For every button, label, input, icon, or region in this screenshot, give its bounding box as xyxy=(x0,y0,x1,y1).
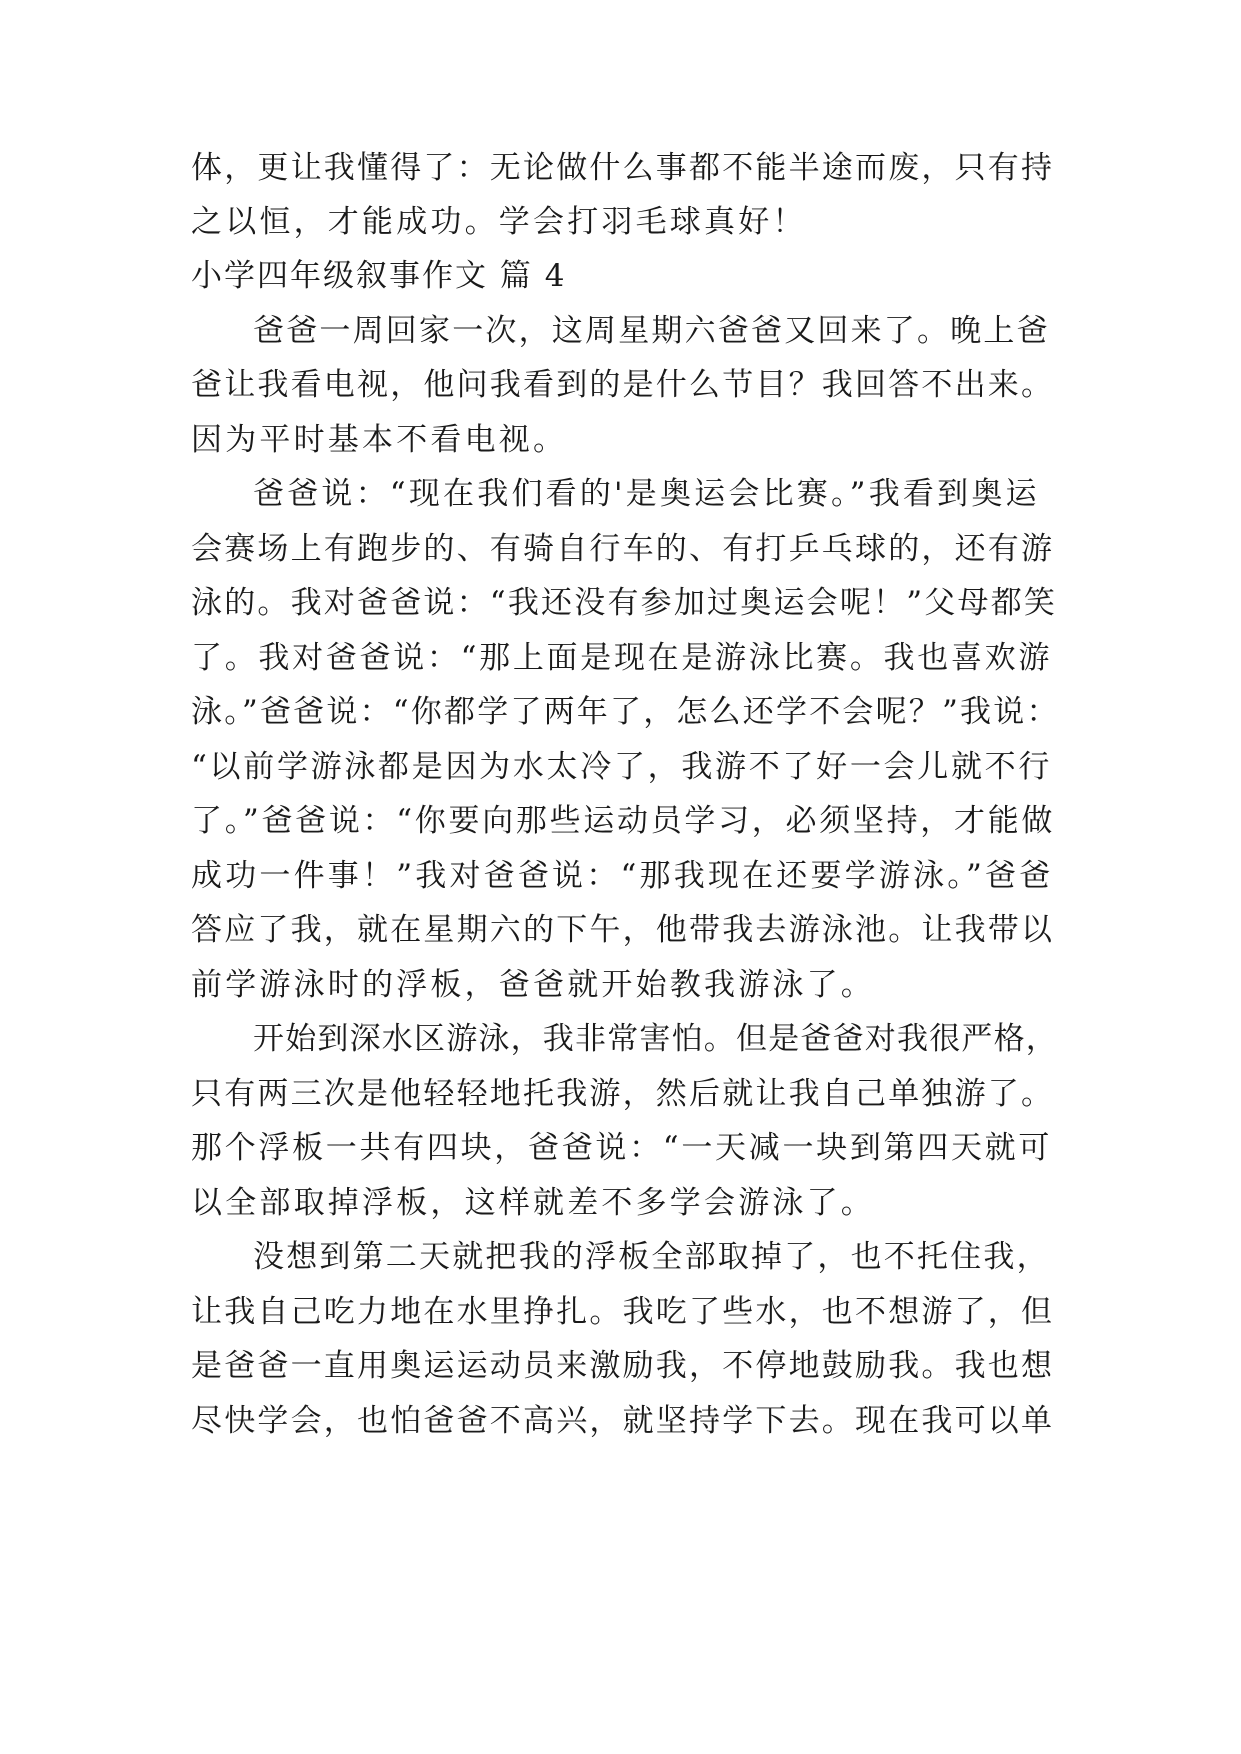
text-line: 泳的。我对爸爸说：“我还没有参加过奥运会呢！”父母都笑 xyxy=(191,585,1058,621)
text-line: 了。”爸爸说：“你要向那些运动员学习，必须坚持，才能做 xyxy=(191,803,1056,839)
text-line: 会赛场上有跑步的、有骑自行车的、有打乒乓球的，还有游 xyxy=(191,531,1055,567)
paragraph-first-line: 爸爸一周回家一次，这周星期六爸爸又回来了。晚上爸 xyxy=(253,313,1050,349)
text-line: 泳。”爸爸说：“你都学了两年了，怎么还学不会呢？”我说： xyxy=(191,694,1060,730)
text-line: 因为平时基本不看电视。 xyxy=(191,422,568,458)
text-line: 之以恒，才能成功。学会打羽毛球真好！ xyxy=(191,204,807,240)
text-line: 成功一件事！”我对爸爸说：“那我现在还要学游泳。”爸爸 xyxy=(191,858,1054,894)
text-line: 了。我对爸爸说：“那上面是现在是游泳比赛。我也喜欢游 xyxy=(191,640,1053,676)
text-line: 爸让我看电视，他问我看到的是什么节目？我回答不出来。 xyxy=(191,367,1055,403)
text-line: 尽快学会，也怕爸爸不高兴，就坚持学下去。现在我可以单 xyxy=(191,1403,1055,1439)
text-line: “以前学游泳都是因为水太冷了，我游不了好一会儿就不行 xyxy=(191,749,1053,785)
section-heading: 小学四年级叙事作文 篇 4 xyxy=(191,258,567,294)
paragraph-first-line: 爸爸说：“现在我们看的'是奥运会比赛。”我看到奥运 xyxy=(253,476,1040,512)
text-line: 让我自己吃力地在水里挣扎。我吃了些水，也不想游了，但 xyxy=(191,1294,1055,1330)
text-line: 体，更让我懂得了：无论做什么事都不能半途而废，只有持 xyxy=(191,150,1055,186)
text-line: 那个浮板一共有四块，爸爸说：“一天减一块到第四天就可 xyxy=(191,1130,1053,1166)
paragraph-first-line: 开始到深水区游泳，我非常害怕。但是爸爸对我很严格， xyxy=(253,1021,1058,1057)
paragraph-first-line: 没想到第二天就把我的浮板全部取掉了，也不托住我， xyxy=(253,1239,1050,1275)
text-line: 前学游泳时的浮板，爸爸就开始教我游泳了。 xyxy=(191,967,875,1003)
text-line: 以全部取掉浮板，这样就差不多学会游泳了。 xyxy=(191,1185,875,1221)
text-line: 答应了我，就在星期六的下午，他带我去游泳池。让我带以 xyxy=(191,912,1055,948)
text-line: 只有两三次是他轻轻地托我游，然后就让我自己单独游了。 xyxy=(191,1076,1055,1112)
text-line: 是爸爸一直用奥运运动员来激励我，不停地鼓励我。我也想 xyxy=(191,1348,1055,1384)
